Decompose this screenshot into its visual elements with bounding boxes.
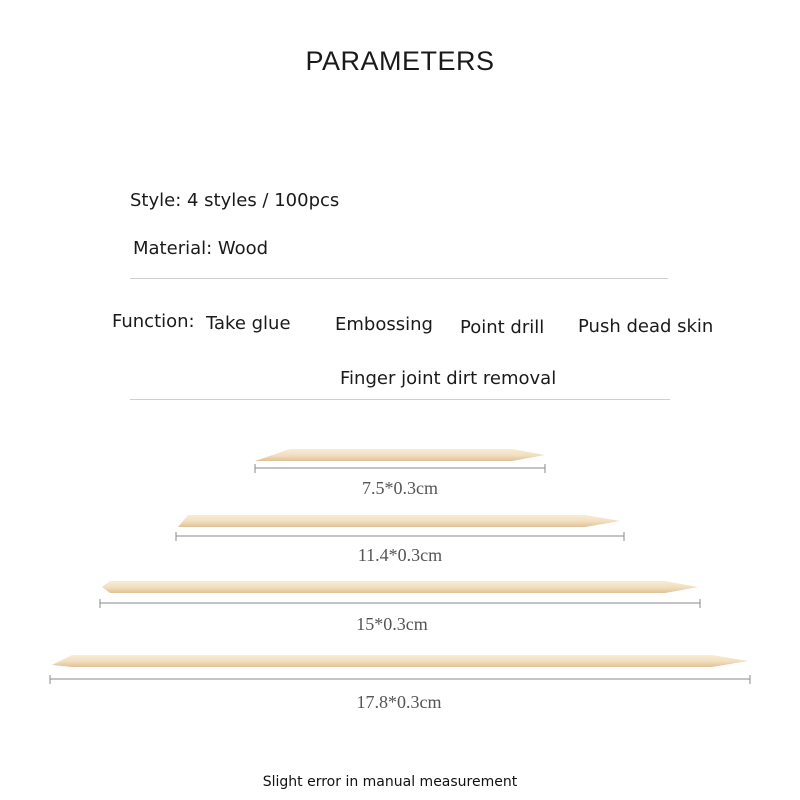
function-label: Function: bbox=[112, 311, 195, 332]
measurement-disclaimer: Slight error in manual measurement bbox=[262, 774, 518, 790]
size-label-11-4cm: 11.4*0.3cm bbox=[357, 545, 443, 565]
material-spec: Material: Wood bbox=[133, 238, 269, 259]
measure-line-11-4cm bbox=[176, 532, 624, 541]
page-title: PARAMETERS bbox=[305, 46, 495, 76]
stick-17-8cm bbox=[52, 655, 748, 667]
size-label-17-8cm: 17.8*0.3cm bbox=[356, 692, 442, 712]
size-label-7-5cm: 7.5*0.3cm bbox=[362, 478, 438, 498]
measure-line-15cm bbox=[100, 599, 700, 608]
function-item-point-drill: Point drill bbox=[460, 317, 545, 338]
size-label-15cm: 15*0.3cm bbox=[356, 614, 428, 634]
style-spec: Style: 4 styles / 100pcs bbox=[130, 190, 340, 211]
stick-15cm bbox=[102, 581, 698, 593]
measure-line-7-5cm bbox=[255, 464, 545, 473]
stick-11-4cm bbox=[178, 515, 620, 527]
measure-line-17-8cm bbox=[50, 675, 750, 684]
function-item-embossing: Embossing bbox=[335, 314, 433, 335]
function-item-push-dead-skin: Push dead skin bbox=[578, 316, 714, 337]
function-item-finger-joint: Finger joint dirt removal bbox=[340, 368, 557, 389]
stick-7-5cm bbox=[255, 449, 545, 461]
function-item-take-glue: Take glue bbox=[206, 313, 291, 334]
